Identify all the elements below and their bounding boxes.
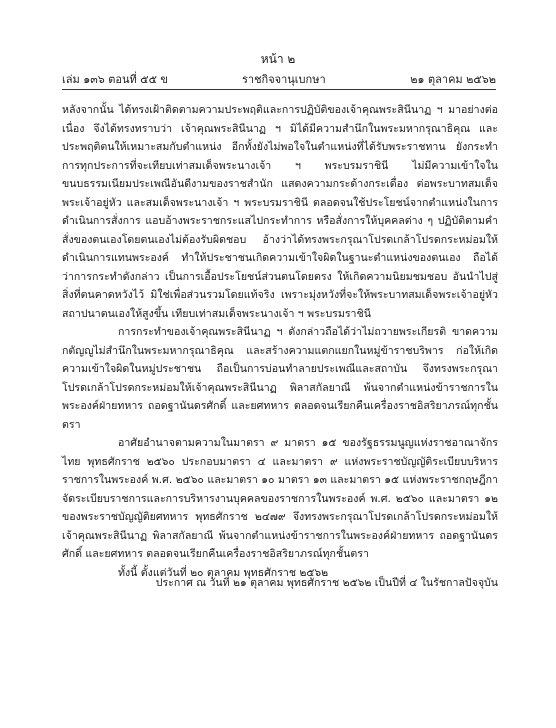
paragraph-2: การกระทำของเจ้าคุณพระสินีนาฏ ฯ ดังกล่าวถือได้ว่าไม่ถวายพระเกียรติ ขาดความกตัญญูไม่สำนึกในพระมหากรุณาธิคุณ และสร้างความแตกแยกในหมู่ข้าราชบริพาร ก่อให้เกิดความเข้าใจผิดในหมู่ประชาชน ถือเป็นการบ่อนทำลายประเพณีและสถาบัน จึงทรงพระกรุณาโปรดเกล้าโปรดกระหม่อมให้เจ้าคุณพระสินีนาฏ พิลาสกัลยาณี พ้นจากตำแหน่งข้าราชการในพระองค์ฝ่ายทหาร ถอดฐานันดรศักดิ์ และยศทหาร ตลอดจนเรียกคืนเครื่องราชอิสริยาภรณ์ทุกชั้นตรา (62, 326, 498, 431)
announcement-line: ประกาศ ณ วันที่ ๒๑ ตุลาคม พุทธศักราช ๒๕๖๒ เป็นปีที่ ๔ ในรัชกาลปัจจุบัน (155, 577, 498, 589)
gazette-header (62, 70, 496, 86)
header-divider (62, 89, 496, 90)
paragraph-4: ทั้งนี้ ตั้งแต่วันที่ ๒๐ ตุลาคม พุทธศักราช ๒๕๖๒ (118, 566, 329, 579)
paragraph-1: หลังจากนั้น ได้ทรงเฝ้าติดตามความประพฤติและการปฏิบัติของเจ้าคุณพระสินีนาฏ ฯ มาอย่างต่อเนื่อง จึงได้ทรงทราบว่า เจ้าคุณพระสินีนาฏ ฯ มิได้มีความสำนึกในพระมหากรุณาธิคุณ และประพฤติตนให้เหมาะสมกับตำแหน่ง อีกทั้งยังไม่พอใจในตำแหน่งที่ได้รับพระราชทาน ยังกระทำการทุกประการที่จะเทียบเท่าสมเด็จพระนางเจ้า ฯ พระบรมราชินี ไม่มีความเข้าใจในขนบธรรมเนียมประเพณีอันดีงามของราชสำนัก แสดงความกระด้างกระเดื่อง ต่อพระบาทสมเด็จพระเจ้าอยู่หัว และสมเด็จพระนางเจ้า ฯ พระบรมราชินี ตลอดจนใช้ประโยชน์จากตำแหน่งในการดำเนินการสั่งการ แอบอ้างพระราชกระแสไปกระทำการ หรือสั่งการให้บุคคลต่าง ๆ ปฏิบัติตามคำสั่งของตนเองโดยตนเองไม่ต้องรับผิดชอบ อ้างว่าได้ทรงพระกรุณาโปรดเกล้าโปรดกระหม่อมให้ดำเนินการแทนพระองค์ ทำให้ประชาชนเกิดความเข้าใจผิดในฐานะตำแหน่งของตนเอง ถือได้ว่าการกระทำดังกล่าว เป็นการเอื้อประโยชน์ส่วนตนโดยตรง ให้เกิดความนิยมชมชอบ อันนำไปสู่สิ่งที่ตนคาดหวังไว้ มิใช่เพื่อส่วนรวมโดยแท้จริง เพราะมุ่งหวังที่จะให้พระบาทสมเด็จพระเจ้าอยู่หัวสถาปนาตนเองให้สูงขึ้น เทียบเท่าสมเด็จพระนางเจ้า ฯ พระบรมราชินี (62, 104, 498, 320)
document-body (62, 101, 498, 582)
page-number: หน้า ๒ (260, 52, 296, 66)
gazette-date: ๒๑ ตุลาคม ๒๕๖๒ (410, 73, 496, 86)
volume-issue: เล่ม ๑๓๖ ตอนที่ ๕๕ ข (62, 73, 168, 86)
paragraph-3: อาศัยอำนาจตามความในมาตรา ๙ มาตรา ๑๕ ของรัฐธรรมนูญแห่งราชอาณาจักรไทย พุทธศักราช ๒๕๖๐ ประกอบมาตรา ๔ และมาตรา ๙ แห่งพระราชบัญญัติระเบียบบริหารราชการในพระองค์ พ.ศ. ๒๕๖๐ และมาตรา ๑๐ มาตรา ๑๓ และมาตรา ๑๕ แห่งพระราชกฤษฎีกาจัดระเบียบราชการและการบริหารงานบุคคลของราชการในพระองค์ พ.ศ. ๒๕๖๐ และมาตรา ๑๒ ของพระราชบัญญัติยศทหาร พุทธศักราช ๒๔๗๙ จึงทรงพระกรุณาโปรดเกล้าโปรดกระหม่อมให้เจ้าคุณพระสินีนาฏ พิลาสกัลยาณี พ้นจากตำแหน่งข้าราชการในพระองค์ฝ่ายทหาร ถอดฐานันดรศักดิ์ และยศทหาร ตลอดจนเรียกคืนเครื่องราชอิสริยาภรณ์ทุกชั้นตรา (62, 437, 498, 560)
gazette-title: ราชกิจจานุเบกษา (242, 73, 326, 86)
